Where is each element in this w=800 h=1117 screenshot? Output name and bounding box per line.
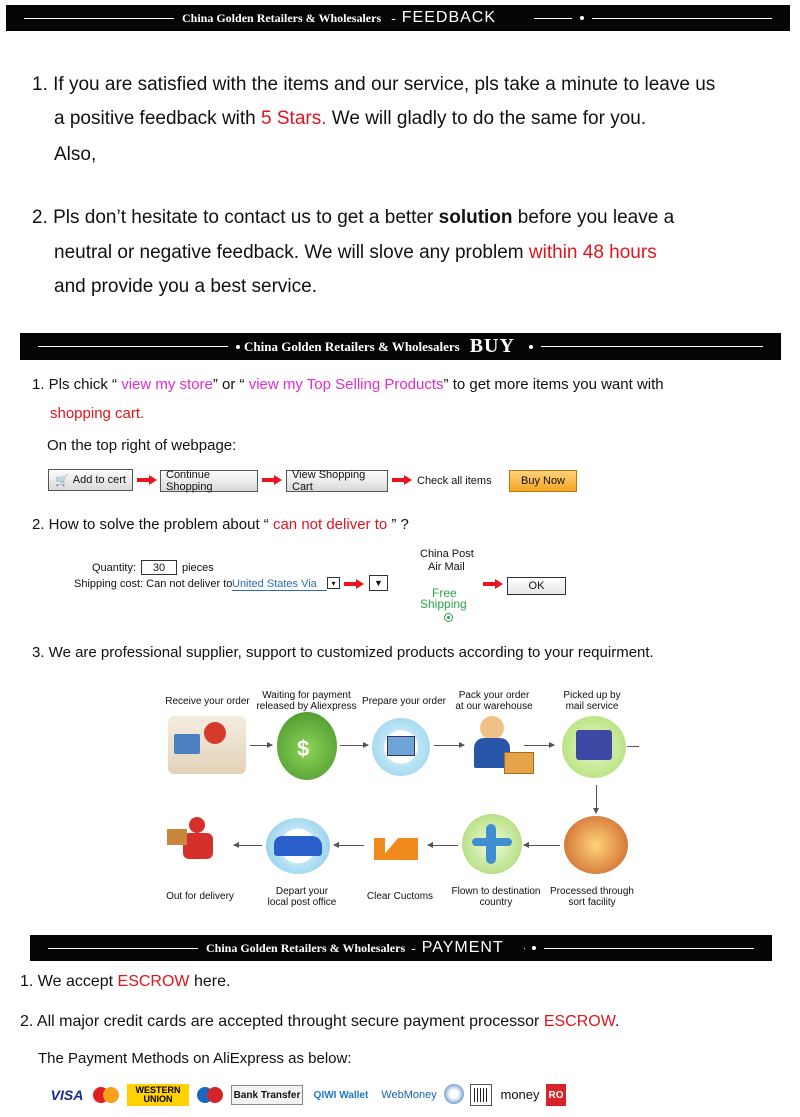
truck-icon	[562, 716, 626, 778]
van-icon	[266, 818, 330, 874]
top-right-note: On the top right of webpage:	[47, 437, 237, 454]
payment-item1-post: here.	[189, 973, 231, 990]
feedback-item1-line3: Also,	[54, 144, 97, 165]
payment-heading: PAYMENT	[421, 939, 504, 956]
visa-logo: VISA	[50, 1087, 84, 1103]
flow-step-customs: Clear Cuctoms	[366, 891, 434, 902]
dropdown-toggle-icon[interactable]: ▼	[369, 575, 388, 591]
payment-banner	[30, 935, 772, 961]
payment-banner-separator: -	[411, 940, 416, 956]
add-to-cart-label: Add to cert	[72, 474, 126, 486]
flow-step-flown: Flown to destination country	[451, 886, 541, 908]
48-hours-highlight: within 48 hours	[528, 242, 657, 263]
flow-step-pack: Pack your order at our warehouse	[455, 690, 533, 712]
shopping-cart-highlight: shopping cart.	[50, 405, 145, 422]
view-cart-button[interactable]: View Shopping Cart	[286, 470, 388, 492]
money-bag-icon: $	[277, 712, 337, 780]
western-union-logo: WESTERN UNION	[127, 1084, 189, 1106]
banner-separator: -	[391, 10, 396, 26]
buy-item2-post: ” ?	[387, 516, 409, 533]
flow-arrow-left-icon	[524, 845, 560, 846]
airplane-icon	[462, 814, 522, 874]
flow-step-sort: Processed through sort facility	[550, 886, 634, 908]
quantity-input[interactable]: 30	[141, 560, 177, 575]
banner-dot	[580, 16, 584, 20]
webmoney-logo: WebMoney	[381, 1089, 437, 1101]
feedback-item1-line2	[54, 108, 646, 130]
free-label: Free	[432, 586, 457, 600]
ok-button[interactable]: OK	[507, 577, 566, 595]
escrow-highlight-2: ESCROW	[543, 1013, 615, 1030]
flow-arrow-icon	[524, 745, 554, 746]
buy-banner-shop-name: China Golden Retailers & Wholesalers	[244, 338, 460, 354]
flow-step-delivery: Out for delivery	[166, 891, 234, 902]
customs-logo-icon	[368, 820, 424, 872]
feedback-item1-text: a positive feedback with	[54, 108, 262, 129]
flow-arrow-left-icon	[234, 845, 262, 846]
feedback-item2-text2: neutral or negative feedback. We will slove any problem	[54, 242, 529, 263]
banner-rule-left	[24, 18, 174, 19]
cannot-deliver-highlight: can not deliver to	[272, 516, 388, 533]
buy-banner-dot-right	[529, 345, 533, 349]
printer-icon	[372, 718, 430, 776]
flow-arrow-icon	[340, 745, 368, 746]
payment-item2	[20, 1013, 619, 1031]
banner-rule-right	[534, 18, 572, 19]
buy-item2	[32, 516, 409, 533]
maestro-logo-icon	[194, 1085, 226, 1105]
quantity-label: Quantity:	[92, 562, 137, 574]
warehouse-worker-icon	[470, 712, 538, 780]
webmoney-globe-icon	[444, 1084, 464, 1104]
payment-banner-shop-name: China Golden Retailers & Wholesalers	[206, 940, 406, 955]
payment-item2-pre: 2. All major credit cards are accepted throught secure payment processor	[20, 1013, 544, 1030]
shipping-free-label: Shipping	[420, 597, 467, 611]
mastercard-logo-icon	[90, 1085, 122, 1105]
top-selling-link[interactable]: view my Top Selling Products	[248, 376, 444, 393]
feedback-item1-text-post: We will gladly to do the same for you.	[326, 108, 647, 129]
feedback-banner	[6, 5, 790, 31]
flow-tail-line	[627, 746, 639, 747]
flow-arrow-icon	[250, 745, 272, 746]
payment-banner-rule-left	[48, 948, 198, 949]
buy-now-button[interactable]: Buy Now	[509, 470, 577, 492]
flow-arrow-left-icon	[428, 845, 458, 846]
buy-banner-dot-left	[236, 345, 240, 349]
add-to-cart-button[interactable]	[48, 469, 133, 491]
feedback-item2-text-post: before you leave a	[512, 207, 675, 228]
radio-selected-icon[interactable]	[444, 613, 453, 622]
air-mail-label: Air Mail	[428, 561, 465, 573]
feedback-item2-line3: and provide you a best service.	[54, 276, 317, 297]
payment-banner-dot	[532, 946, 536, 950]
buy-item1-mid: ” or “	[212, 376, 249, 393]
cart-icon: 🛒	[55, 474, 69, 487]
arrow-right-icon	[344, 579, 364, 589]
payment-item1-pre: 1. We accept	[20, 973, 118, 990]
banner-rule-end	[592, 18, 772, 19]
sort-facility-icon	[564, 816, 628, 874]
buy-item1-line1	[32, 376, 664, 393]
shipping-method-select[interactable]: United States Via	[232, 578, 327, 591]
view-store-link[interactable]: view my store	[121, 376, 213, 393]
buy-item1-pre: 1. Pls chick “	[32, 376, 122, 393]
flow-step-depart: Depart your local post office	[267, 886, 337, 908]
arrow-right-icon	[262, 475, 282, 485]
feedback-item2-line1	[32, 207, 674, 229]
banner-shop-name: China Golden Retailers & Wholesalers	[182, 10, 382, 25]
shipping-label: Shipping cost: Can not deliver to	[74, 578, 233, 590]
flow-step-prepare: Prepare your order	[362, 696, 446, 707]
bank-transfer-logo: Bank Transfer	[231, 1085, 303, 1105]
feedback-item2-text: 2. Pls don’t hesitate to contact us to get a better	[32, 207, 439, 228]
flow-step-receive: Receive your order	[165, 696, 250, 707]
flow-step-pickup: Picked up by mail service	[563, 690, 621, 712]
continue-shopping-button[interactable]: Continue Shopping	[160, 470, 258, 492]
arrow-right-icon	[392, 475, 412, 485]
flow-arrow-left-icon	[334, 845, 364, 846]
yandex-money-logo: money	[500, 1086, 540, 1102]
buy-banner	[20, 333, 781, 360]
courier-running-icon	[163, 815, 231, 873]
escrow-highlight: ESCROW	[117, 973, 190, 990]
feedback-item2-line2	[54, 242, 657, 264]
check-items-label: Check all items	[417, 475, 492, 487]
buy-item2-pre: 2. How to solve the problem about “	[32, 516, 273, 533]
arrow-right-icon	[483, 579, 503, 589]
barcode-icon	[470, 1084, 492, 1106]
buy-banner-rule-left	[38, 346, 228, 347]
buy-item3: 3. We are professional supplier, support to customized products according to your requirment.	[32, 644, 654, 661]
qiwi-wallet-logo: QIWI Wallet	[313, 1089, 369, 1101]
payment-item1	[20, 973, 230, 991]
feedback-heading: FEEDBACK	[401, 9, 497, 26]
flow-step-waiting: Waiting for payment released by Aliexpress	[256, 690, 357, 712]
payment-methods-label: The Payment Methods on AliExpress as below:	[38, 1050, 352, 1067]
solution-bold: solution	[438, 207, 513, 228]
flow-down-arrow-icon	[596, 785, 597, 813]
five-stars-highlight: 5 Stars.	[261, 108, 327, 129]
buy-banner-rule-right	[541, 346, 763, 347]
buy-heading: BUY	[469, 335, 515, 357]
feedback-item1-line1: 1. If you are satisfied with the items and our service, pls take a minute to leave us	[32, 74, 716, 95]
flow-arrow-icon	[434, 745, 464, 746]
payment-banner-rule-right	[544, 948, 754, 949]
ro-logo: RO	[546, 1084, 566, 1106]
china-post-label: China Post	[420, 548, 474, 560]
chevron-down-icon[interactable]: ▾	[327, 577, 340, 589]
quantity-unit: pieces	[182, 562, 214, 574]
office-worker-icon	[168, 716, 246, 774]
payment-item2-post: .	[614, 1013, 620, 1030]
arrow-right-icon	[137, 475, 157, 485]
buy-item1-post: ” to get more items you want with	[443, 376, 664, 393]
